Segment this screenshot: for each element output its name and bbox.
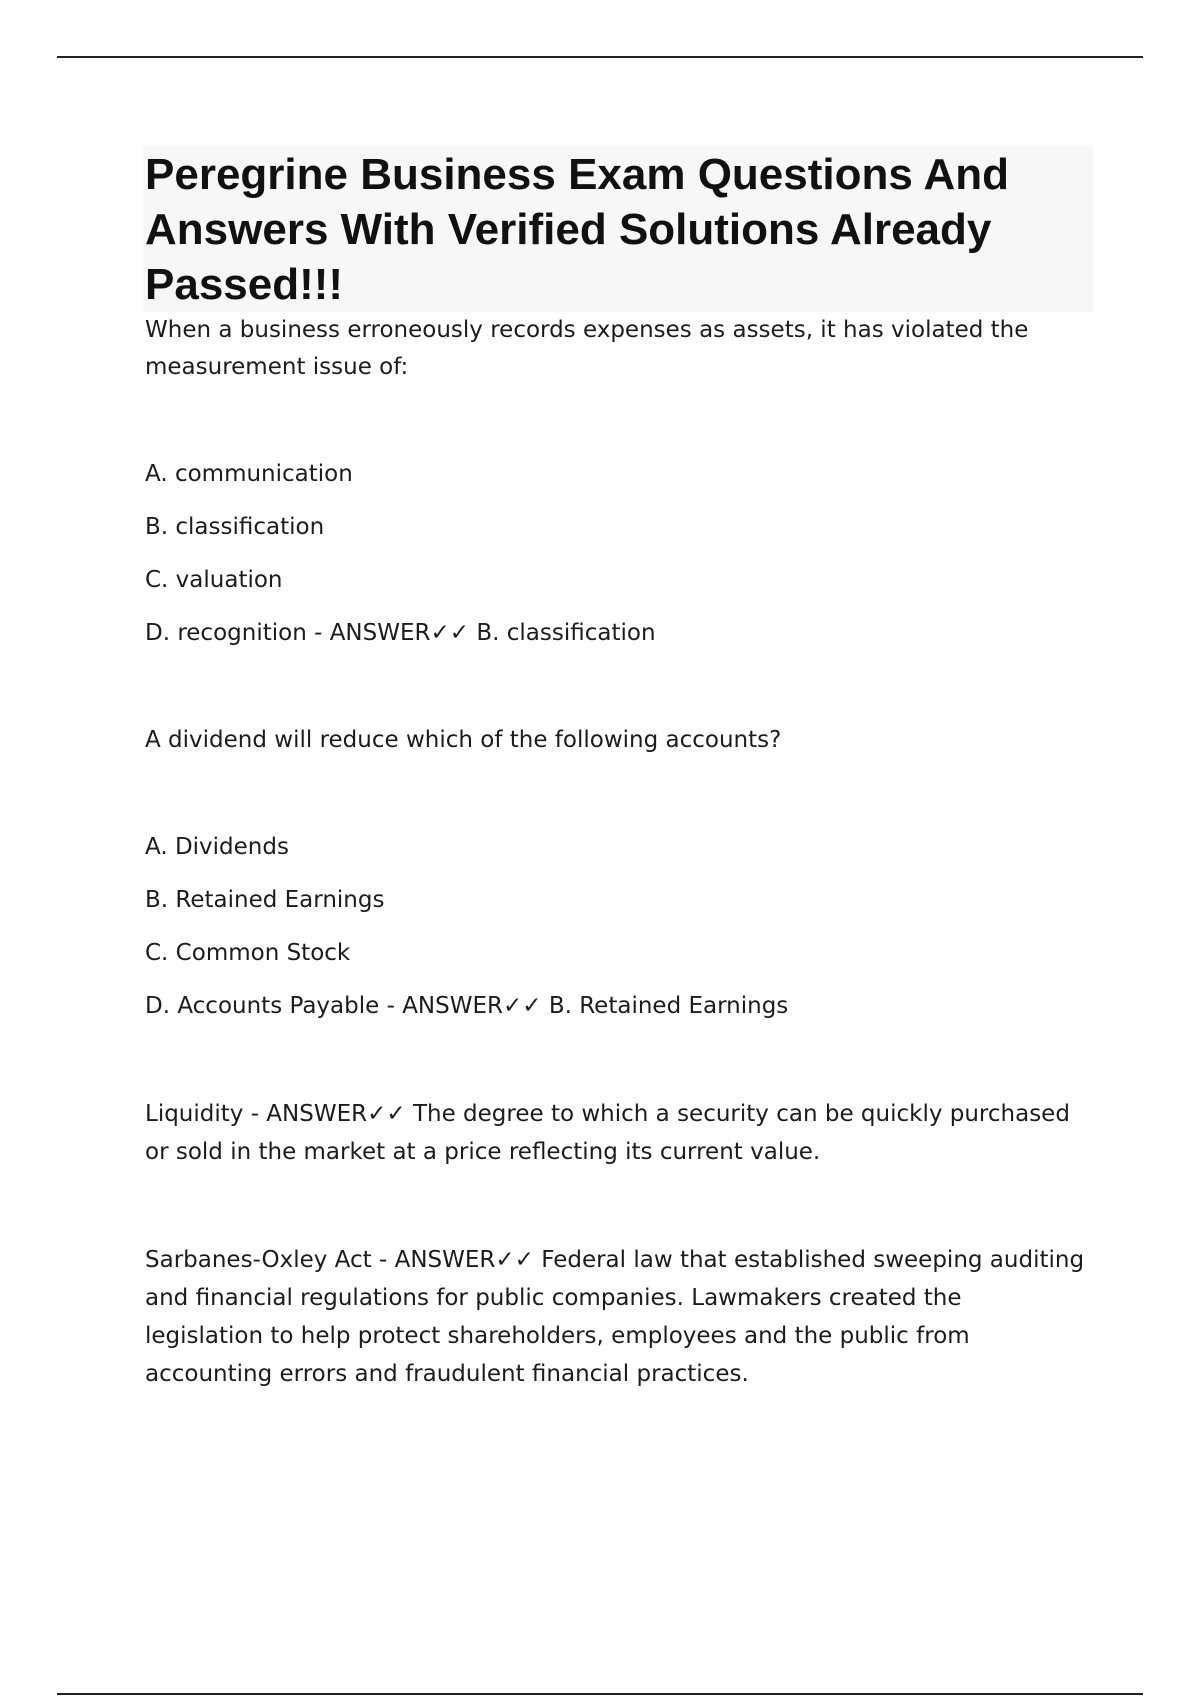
question-1-text: When a business erroneously records expenses as assets, it has violated the measurement issue of:: [145, 317, 1029, 380]
header-rule: [57, 56, 1143, 58]
document-body: [145, 312, 1085, 1463]
question-1-option-d-answer: D. recognition - ANSWER✓✓ B. classification: [145, 620, 656, 646]
question-1-option-c: C. valuation: [145, 567, 283, 593]
question-2-text: A dividend will reduce which of the following accounts?: [145, 727, 782, 753]
term-liquidity: Liquidity - ANSWER✓✓ The degree to which a security can be quickly purchased or sold in the market at a price reflecting its current value.: [145, 1101, 1070, 1165]
question-2-option-b: B. Retained Earnings: [145, 887, 385, 913]
term-sarbanes-oxley: Sarbanes-Oxley Act - ANSWER✓✓ Federal law that established sweeping auditing and financial regulations for public companies. Lawmakers created the legislation to help protect shareholders, employees and the public from accounting errors and fraudulent financial practices.: [145, 1247, 1085, 1387]
question-1-option-b: B. classification: [145, 514, 325, 540]
document-title: Peregrine Business Exam Questions And Answers With Verified Solutions Already Passed!!!: [145, 150, 1009, 309]
question-2-option-c: C. Common Stock: [145, 940, 351, 966]
question-2-option-a: A. Dividends: [145, 834, 289, 860]
footer-rule: [57, 1693, 1143, 1695]
question-2-option-d-answer: D. Accounts Payable - ANSWER✓✓ B. Retained Earnings: [145, 993, 789, 1019]
question-1-option-a: A. communication: [145, 461, 353, 487]
title-block: [143, 145, 1093, 312]
